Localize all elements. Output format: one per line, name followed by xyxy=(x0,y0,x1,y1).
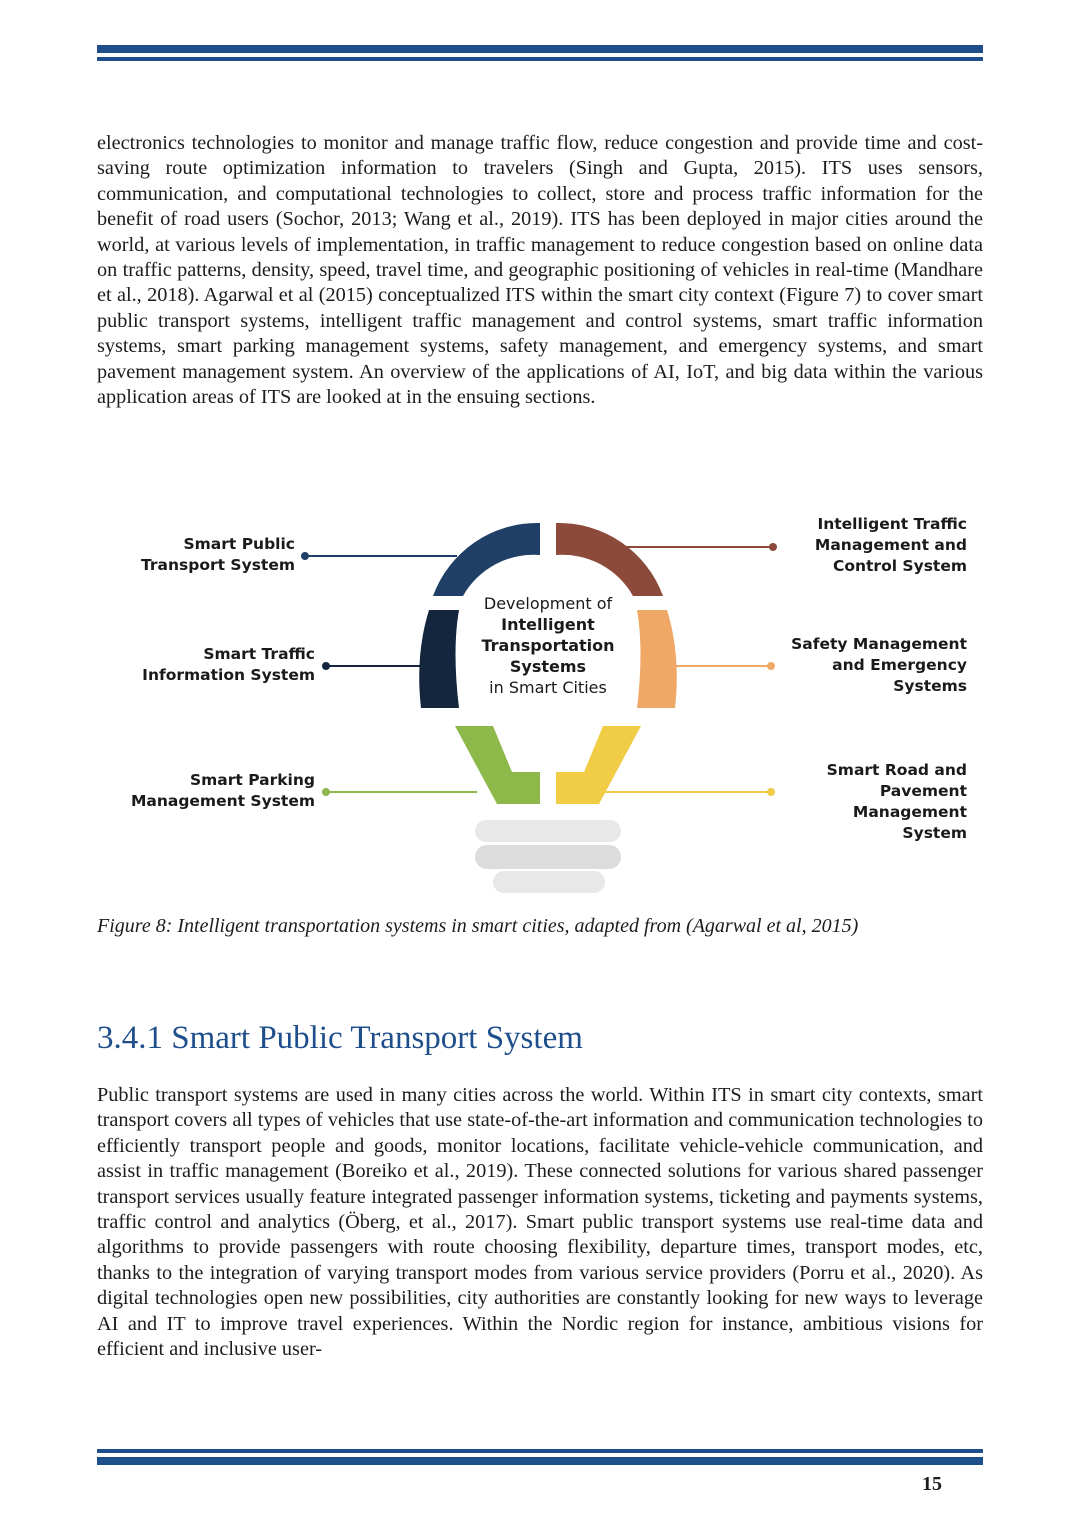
header-rule-thin xyxy=(97,57,983,61)
leader-dot-smart-parking xyxy=(322,788,330,796)
bulb-base-ring-2 xyxy=(475,845,621,869)
leader-dot-safety xyxy=(767,662,775,670)
segment-navy xyxy=(419,610,459,708)
segment-brown xyxy=(556,523,663,596)
bulb-base-ring-3 xyxy=(493,871,605,893)
label-intelligent-traffic: Intelligent Traffic Management and Control System xyxy=(814,515,967,575)
label-smart-road: Smart Road and Pavement Management System xyxy=(826,761,967,842)
leader-dot-intelligent-traffic xyxy=(769,543,777,551)
its-figure xyxy=(97,480,983,910)
header-rule-thick xyxy=(97,45,983,53)
footer-rule-thick xyxy=(97,1457,983,1465)
page-number: 15 xyxy=(922,1473,942,1495)
figure-caption: Figure 8: Intelligent transportation systems in smart cities, adapted from (Agarwal et al, 2015) xyxy=(97,915,859,937)
section-heading: 3.4.1 Smart Public Transport System xyxy=(97,1020,583,1056)
footer-rule-thin xyxy=(97,1449,983,1453)
bulb-base-ring-1 xyxy=(475,820,621,842)
leader-dot-smart-road xyxy=(767,788,775,796)
label-safety-management: Safety Management and Emergency Systems xyxy=(791,635,967,695)
center-line-5: in Smart Cities xyxy=(489,678,607,697)
segment-dark-blue xyxy=(433,523,540,596)
segment-orange xyxy=(637,610,677,708)
leader-dot-smart-public xyxy=(301,552,309,560)
label-smart-public-transport: Smart Public Transport System xyxy=(141,535,295,574)
center-line-4: Systems xyxy=(509,657,587,676)
label-smart-parking: Smart Parking Management System xyxy=(130,771,315,810)
bulb-center-text xyxy=(463,593,633,698)
center-line-2: Intelligent xyxy=(501,615,595,634)
center-line-3: Transportation xyxy=(481,636,615,655)
leader-dot-smart-traffic-info xyxy=(322,662,330,670)
center-line-1: Development of xyxy=(483,594,613,613)
body-paragraph: electronics technologies to monitor and manage traffic flow, reduce congestion and provide time and cost-saving route optimization information to travelers (Singh and Gupta, 2015). ITS uses sensors, communication, and computational technologies to collect, store and process traffic information for the benefit of road users (Sochor, 2013; Wang et al., 2019). ITS has been deployed in major cities around the world, at various levels of implementation, in traffic management to reduce congestion based on online data on traffic patterns, density, speed, travel time, and geographic positioning of vehicles in real-time (Mandhare et al., 2018). Agarwal et al (2015) conceptualized ITS within the smart city context (Figure 7) to cover smart public transport systems, intelligent traffic management and control systems, smart traffic information systems, smart parking management systems, safety management, and emergency systems, and smart pavement management system. An overview of the applications of AI, IoT, and big data within the various application areas of ITS are looked at in the ensuing sections. xyxy=(97,132,983,409)
body-paragraph: Public transport systems are used in many cities across the world. Within ITS in smart city contexts, smart transport covers all types of vehicles that use state-of-the-art information and communication technologies to efficiently transport people and goods, monitor locations, facilitate vehicle-vehicle communication, and assist in traffic management (Boreiko et al., 2019). These connected solutions for various shared passenger transport services usually feature integrated passenger information systems, ticketing and payments systems, traffic control and analytics (Öberg, et al., 2017). Smart public transport systems use real-time data and algorithms to provide passengers with route choosing flexibility, departure times, transport modes, etc, thanks to the integration of varying transport modes from various service providers (Porru et al., 2020). As digital technologies open new possibilities, city authorities are constantly looking for new ways to leverage AI and IT to improve travel experiences. Within the Nordic region for instance, ambitious visions for efficient and inclusive user- xyxy=(97,1084,983,1361)
label-smart-traffic-info: Smart Traffic Information System xyxy=(142,645,315,684)
